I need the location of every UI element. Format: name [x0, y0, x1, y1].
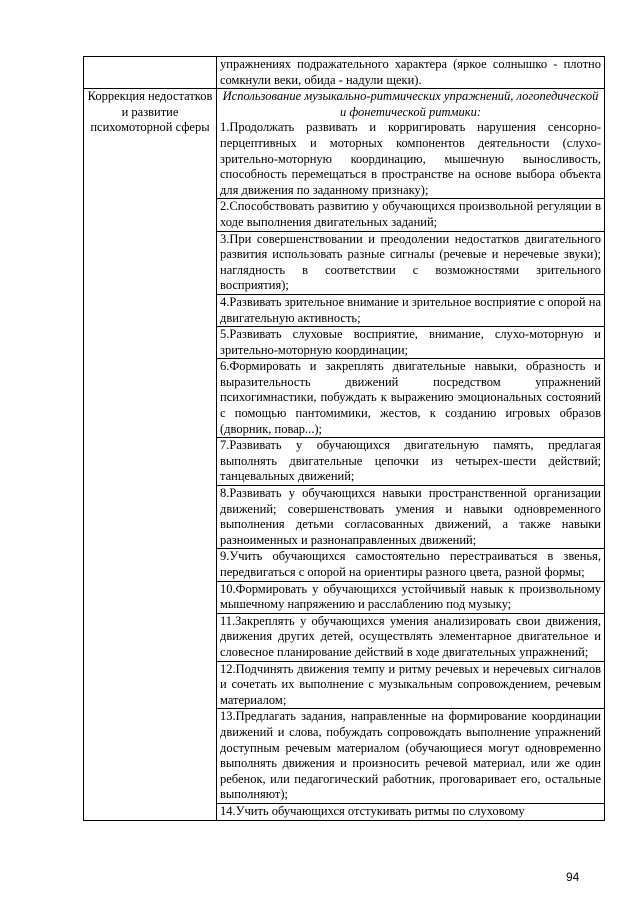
list-item: 7.Развивать у обучающихся двигательную память, предлагая выполнять двигательные цепочки из четырех-шести действий; танцевальных движений; [217, 437, 604, 485]
list-item: 2.Способствовать развитию у обучающихся произвольной регуляции в ходе выполнения двигательных заданий; [217, 198, 604, 230]
content-cell: упражнениях подражательного характера (яркое солнышко - плотно сомкнули веки, обида - надули щеки). [217, 57, 605, 89]
list-item: 10.Формировать у обучающихся устойчивый навык к произвольному мышечному напряжению и расслаблению под музыку; [217, 581, 604, 613]
document-table [83, 56, 605, 821]
section-cell [84, 57, 217, 89]
content-cell [217, 89, 605, 820]
table-row [84, 57, 605, 89]
list-item: 6.Формировать и закреплять двигательные навыки, образность и выразительность движений посредством упражнений психогимнастики, побуждать к выражению эмоциональных состояний с помощью пантомимики, жестов, к созданию игровых образов (дворник, повар...); [217, 358, 604, 437]
list-item: 12.Подчинять движения темпу и ритму речевых и неречевых сигналов и сочетать их выполнение с музыкальным сопровождением, речевым материалом; [217, 661, 604, 709]
list-item: 3.При совершенствовании и преодолении недостатков двигательного развития использовать разные сигналы (речевые и неречевые звуки); наглядность в соответствии с возможностями зрительного восприятия); [217, 231, 604, 294]
section-title: Коррекция недостатков и развитие психомоторной сферы [84, 89, 217, 820]
page-number: 94 [566, 870, 580, 884]
list-item: 9.Учить обучающихся самостоятельно перестраиваться в звенья, передвигаться с опорой на ориентиры разного цвета, разной формы; [217, 548, 604, 580]
table-row [84, 89, 605, 820]
list-item: 1.Продолжать развивать и корригировать нарушения сенсорно-перцептивных и моторных компонентов деятельности (слухо-зрительно-моторную координацию, мышечную выносливость, способность перемещаться в пространстве на основе выбора объекта для движения по заданному признаку); [220, 120, 601, 197]
list-item: 8.Развивать у обучающихся навыки пространственной организации движений; совершенствовать умения и навыки одновременного выполнения детьми согласованных движений, а также навыки разноименных и разнонаправленных движений; [217, 485, 604, 548]
list-item: 4.Развивать зрительное внимание и зрительное восприятие с опорой на двигательную активность; [217, 294, 604, 326]
list-item: 11.Закреплять у обучающихся умения анализировать свои движения, движения других детей, осуществлять элементарное двигательное и словесное планирование действий в ходе двигательных упражнений; [217, 613, 604, 661]
list-item: 5.Развивать слуховые восприятие, внимание, слухо-моторную и зрительно-моторную координации; [217, 326, 604, 358]
list-item: 14.Учить обучающихся отстукивать ритмы по слуховому [217, 803, 604, 820]
content-subheading: Использование музыкально-ритмических упражнений, логопедической и фонетической ритмики: [222, 89, 599, 119]
list-item: 13.Предлагать задания, направленные на формирование координации движений и слова, побуждать сопровождать выполнение упражнений доступным речевым материалом (обучающиеся могут одновременно выполнять движения и произносить речевой материал, или же один ребенок, или педагогический работник, проговаривает его, остальные выполняют); [217, 708, 604, 803]
